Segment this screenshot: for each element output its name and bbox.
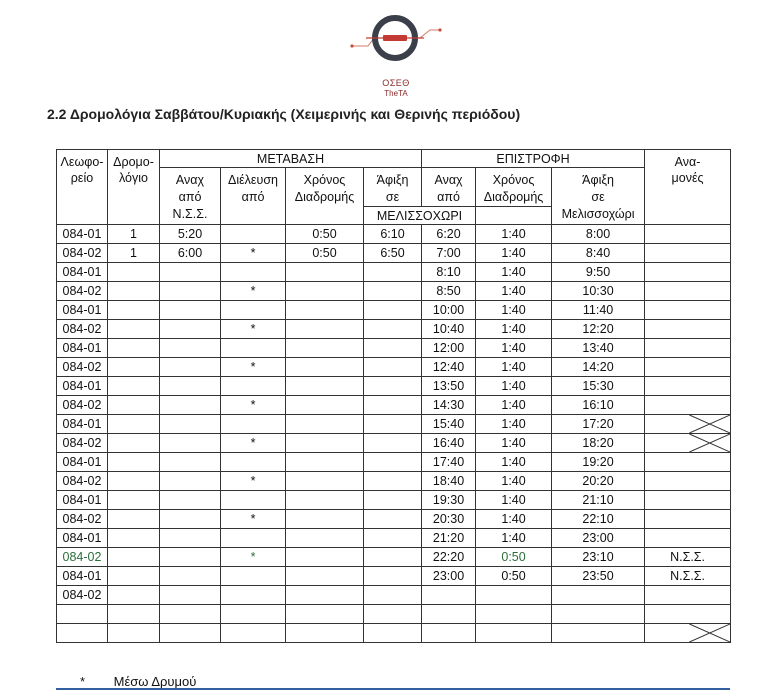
cell-arr (364, 586, 422, 605)
section-heading: 2.2 Δρομολόγια Σαββάτου/Κυριακής (Χειμερινής και Θερινής περιόδου) (47, 106, 521, 122)
cell-time1 (286, 415, 364, 434)
table-row (57, 548, 731, 567)
cell-route (108, 548, 160, 567)
cell-bus: 084-01 (57, 453, 108, 472)
logo-line-2: TheTA (384, 89, 408, 98)
cell-bus: 084-02 (57, 434, 108, 453)
cell-route (108, 396, 160, 415)
table-row (57, 225, 731, 244)
cell-arr2: 13:40 (552, 339, 645, 358)
logo-line-1: ΟΣΕΘ (382, 78, 410, 88)
cell-route (108, 472, 160, 491)
cell-arr (364, 491, 422, 510)
cell-arr (364, 377, 422, 396)
cell-wait (645, 453, 731, 472)
cell-dep (160, 605, 221, 624)
cell-arr2: 11:40 (552, 301, 645, 320)
cell-route: 1 (108, 244, 160, 263)
header-travel-out: Χρόνος Διαδρομής (286, 168, 364, 225)
cell-via (221, 529, 286, 548)
cell-route (108, 282, 160, 301)
header-via: Διέλευση από (221, 168, 286, 225)
footer-divider (56, 688, 730, 690)
cell-time1 (286, 605, 364, 624)
cell-arr2: 22:10 (552, 510, 645, 529)
cell-dep2: 21:20 (422, 529, 476, 548)
cell-dep2 (422, 586, 476, 605)
cell-dep2: 15:40 (422, 415, 476, 434)
cell-dep (160, 529, 221, 548)
cell-route (108, 320, 160, 339)
cell-route (108, 358, 160, 377)
cell-time1 (286, 510, 364, 529)
cell-dep2: 8:50 (422, 282, 476, 301)
cell-arr2 (552, 605, 645, 624)
cell-wait (645, 358, 731, 377)
table-row (57, 472, 731, 491)
cell-wait (645, 605, 731, 624)
cell-route (108, 415, 160, 434)
cell-dep2: 6:20 (422, 225, 476, 244)
cell-wait (645, 339, 731, 358)
cell-wait: Ν.Σ.Σ. (645, 567, 731, 586)
cell-time1 (286, 320, 364, 339)
cell-dep (160, 301, 221, 320)
cell-time2: 1:40 (476, 472, 552, 491)
cell-dep: 6:00 (160, 244, 221, 263)
cell-time2 (476, 586, 552, 605)
cell-route (108, 453, 160, 472)
cell-arr (364, 301, 422, 320)
cell-wait (645, 244, 731, 263)
cell-dep (160, 567, 221, 586)
cell-arr2: 12:20 (552, 320, 645, 339)
cell-arr2: 23:50 (552, 567, 645, 586)
header-dep-nss: Αναχ από Ν.Σ.Σ. (160, 168, 221, 225)
cell-route (108, 605, 160, 624)
cell-time2: 0:50 (476, 548, 552, 567)
oseth-logo-emblem (346, 8, 446, 78)
cell-arr (364, 415, 422, 434)
cell-dep (160, 320, 221, 339)
table-row (57, 453, 731, 472)
cell-bus: 084-02 (57, 510, 108, 529)
cell-arr (364, 358, 422, 377)
cell-wait (645, 320, 731, 339)
cell-wait (645, 510, 731, 529)
cell-arr (364, 320, 422, 339)
cell-dep2: 16:40 (422, 434, 476, 453)
cell-route (108, 263, 160, 282)
header-arr-in: Άφιξη σε (364, 168, 422, 207)
footnote-text: Μέσω Δρυμού (113, 674, 197, 689)
cell-via (221, 624, 286, 643)
cell-via: * (221, 320, 286, 339)
cell-arr2: 23:00 (552, 529, 645, 548)
cell-dep2: 18:40 (422, 472, 476, 491)
cell-dep (160, 548, 221, 567)
cell-bus: 084-01 (57, 491, 108, 510)
cell-bus: 084-01 (57, 263, 108, 282)
cell-via (221, 339, 286, 358)
cell-via: * (221, 244, 286, 263)
cell-arr2: 20:20 (552, 472, 645, 491)
cell-time1 (286, 453, 364, 472)
cell-dep2: 12:00 (422, 339, 476, 358)
cell-arr (364, 263, 422, 282)
cell-route (108, 491, 160, 510)
header-waits: Ανα- μονές (645, 150, 731, 225)
header-outbound-group: ΜΕΤΑΒΑΣΗ (160, 150, 422, 168)
cell-route (108, 377, 160, 396)
cell-bus: 084-02 (57, 320, 108, 339)
cell-arr2: 8:40 (552, 244, 645, 263)
cell-dep2: 8:10 (422, 263, 476, 282)
cell-bus (57, 605, 108, 624)
cell-via: * (221, 434, 286, 453)
cell-arr (364, 453, 422, 472)
cell-wait (645, 263, 731, 282)
cell-arr2: 19:20 (552, 453, 645, 472)
header-melissochori: ΜΕΛΙΣΣΟΧΩΡΙ (364, 207, 476, 225)
cell-time2: 1:40 (476, 320, 552, 339)
cell-bus: 084-02 (57, 548, 108, 567)
table-row (57, 282, 731, 301)
cell-wait (645, 415, 731, 434)
cell-arr (364, 472, 422, 491)
table-row (57, 491, 731, 510)
cell-arr2 (552, 624, 645, 643)
cell-time2: 1:40 (476, 358, 552, 377)
cell-bus: 084-01 (57, 339, 108, 358)
cell-dep2: 20:30 (422, 510, 476, 529)
cell-time2: 1:40 (476, 491, 552, 510)
cell-arr (364, 548, 422, 567)
cell-wait (645, 282, 731, 301)
cell-time1 (286, 282, 364, 301)
cell-dep2: 7:00 (422, 244, 476, 263)
cell-dep2: 13:50 (422, 377, 476, 396)
cell-via: * (221, 472, 286, 491)
cell-time1 (286, 624, 364, 643)
cell-time1 (286, 263, 364, 282)
cell-time2: 1:40 (476, 510, 552, 529)
cell-time1: 0:50 (286, 244, 364, 263)
table-row (57, 396, 731, 415)
cell-dep (160, 358, 221, 377)
cell-time1 (286, 396, 364, 415)
cell-dep2: 12:40 (422, 358, 476, 377)
cell-time2 (476, 624, 552, 643)
cell-wait (645, 624, 731, 643)
table-row (57, 510, 731, 529)
cell-bus: 084-01 (57, 567, 108, 586)
schedule-body (57, 150, 731, 643)
table-row (57, 320, 731, 339)
cell-arr (364, 434, 422, 453)
cell-via: * (221, 548, 286, 567)
cell-dep (160, 339, 221, 358)
cell-arr: 6:10 (364, 225, 422, 244)
cell-dep (160, 510, 221, 529)
cell-wait (645, 491, 731, 510)
cell-dep: 5:20 (160, 225, 221, 244)
cell-dep2: 19:30 (422, 491, 476, 510)
cell-bus: 084-01 (57, 377, 108, 396)
table-row (57, 244, 731, 263)
table-row (57, 434, 731, 453)
cell-bus: 084-02 (57, 244, 108, 263)
cell-bus: 084-01 (57, 225, 108, 244)
cell-arr: 6:50 (364, 244, 422, 263)
table-row (57, 415, 731, 434)
cell-wait (645, 396, 731, 415)
cell-arr (364, 567, 422, 586)
cell-time2: 1:40 (476, 225, 552, 244)
header-dep-from: Αναχ από (422, 168, 476, 207)
cell-dep2: 10:40 (422, 320, 476, 339)
cell-bus: 084-02 (57, 396, 108, 415)
crossed-cell-icon (645, 434, 730, 452)
cell-time1 (286, 472, 364, 491)
cell-arr2: 10:30 (552, 282, 645, 301)
cell-arr (364, 624, 422, 643)
cell-time1 (286, 529, 364, 548)
cell-arr (364, 396, 422, 415)
cell-time2: 1:40 (476, 301, 552, 320)
cell-dep2: 17:40 (422, 453, 476, 472)
cell-time2 (476, 605, 552, 624)
cell-time2: 1:40 (476, 434, 552, 453)
footnote-symbol: * (80, 674, 86, 689)
cell-time1 (286, 358, 364, 377)
cell-arr2: 15:30 (552, 377, 645, 396)
cell-wait (645, 225, 731, 244)
cell-dep2: 23:00 (422, 567, 476, 586)
table-row (57, 358, 731, 377)
cell-via: * (221, 396, 286, 415)
cell-dep (160, 434, 221, 453)
table-row (57, 624, 731, 643)
cell-arr (364, 605, 422, 624)
table-row (57, 529, 731, 548)
table-row (57, 339, 731, 358)
cell-time1 (286, 586, 364, 605)
cell-route (108, 339, 160, 358)
header-arr-melis: Άφιξη σε Μελισσοχώρι (552, 168, 645, 225)
cell-via (221, 301, 286, 320)
cell-time2: 1:40 (476, 339, 552, 358)
cell-wait (645, 529, 731, 548)
footnote (80, 674, 196, 689)
cell-dep (160, 586, 221, 605)
cell-wait (645, 586, 731, 605)
cell-dep (160, 624, 221, 643)
cell-via: * (221, 358, 286, 377)
cell-dep (160, 377, 221, 396)
cell-wait: Ν.Σ.Σ. (645, 548, 731, 567)
cell-time2: 1:40 (476, 453, 552, 472)
cell-time2: 1:40 (476, 244, 552, 263)
cell-arr2: 14:20 (552, 358, 645, 377)
cell-dep (160, 472, 221, 491)
header-travel-ret: Χρόνος Διαδρομής (476, 168, 552, 207)
cell-via (221, 567, 286, 586)
table-row (57, 263, 731, 282)
cell-route (108, 434, 160, 453)
cell-bus: 084-02 (57, 282, 108, 301)
cell-route (108, 567, 160, 586)
cell-dep (160, 263, 221, 282)
cell-dep (160, 282, 221, 301)
header-bus: Λεωφο- ρείο (57, 150, 108, 225)
cell-arr (364, 339, 422, 358)
cell-time2: 1:40 (476, 415, 552, 434)
cell-via: * (221, 282, 286, 301)
cell-wait (645, 377, 731, 396)
cell-dep2: 22:20 (422, 548, 476, 567)
cell-route (108, 586, 160, 605)
cell-via (221, 415, 286, 434)
cell-arr2: 8:00 (552, 225, 645, 244)
cell-via (221, 225, 286, 244)
cell-time1 (286, 567, 364, 586)
cell-via (221, 491, 286, 510)
header-return-group: ΕΠΙΣΤΡΟΦΗ (422, 150, 645, 168)
cell-arr2 (552, 586, 645, 605)
cell-time1 (286, 377, 364, 396)
table-row (57, 301, 731, 320)
cell-time1 (286, 301, 364, 320)
cell-wait (645, 301, 731, 320)
cell-via (221, 377, 286, 396)
cell-time1 (286, 548, 364, 567)
cell-route (108, 510, 160, 529)
cell-route: 1 (108, 225, 160, 244)
cell-via (221, 263, 286, 282)
cell-wait (645, 434, 731, 453)
cell-dep2 (422, 605, 476, 624)
cell-arr (364, 510, 422, 529)
crossed-cell-icon (645, 415, 730, 433)
table-row (57, 605, 731, 624)
cell-time1: 0:50 (286, 225, 364, 244)
table-row (57, 377, 731, 396)
cell-dep (160, 415, 221, 434)
cell-dep2: 14:30 (422, 396, 476, 415)
cell-arr (364, 529, 422, 548)
logo (346, 8, 446, 104)
cell-arr2: 23:10 (552, 548, 645, 567)
cell-via: * (221, 510, 286, 529)
cell-dep (160, 396, 221, 415)
cell-time2: 1:40 (476, 263, 552, 282)
cell-arr2: 17:20 (552, 415, 645, 434)
cell-wait (645, 472, 731, 491)
cell-bus (57, 624, 108, 643)
cell-time1 (286, 339, 364, 358)
cell-bus: 084-01 (57, 415, 108, 434)
cell-time1 (286, 491, 364, 510)
cell-dep (160, 453, 221, 472)
cell-dep2: 10:00 (422, 301, 476, 320)
cell-via (221, 586, 286, 605)
cell-dep2 (422, 624, 476, 643)
cell-bus: 084-01 (57, 301, 108, 320)
cell-via (221, 605, 286, 624)
cell-bus: 084-02 (57, 472, 108, 491)
crossed-cell-icon (645, 624, 730, 642)
cell-route (108, 301, 160, 320)
cell-time2: 1:40 (476, 396, 552, 415)
cell-bus: 084-02 (57, 586, 108, 605)
table-row (57, 586, 731, 605)
cell-arr2: 9:50 (552, 263, 645, 282)
header-route: Δρομο- λόγιο (108, 150, 160, 225)
header-empty-cell (476, 207, 552, 225)
cell-via (221, 453, 286, 472)
cell-arr2: 21:10 (552, 491, 645, 510)
cell-bus: 084-01 (57, 529, 108, 548)
cell-bus: 084-02 (57, 358, 108, 377)
table-row (57, 567, 731, 586)
cell-time2: 1:40 (476, 377, 552, 396)
cell-route (108, 624, 160, 643)
cell-arr2: 18:20 (552, 434, 645, 453)
schedule-table (56, 149, 731, 643)
cell-arr2: 16:10 (552, 396, 645, 415)
cell-time2: 1:40 (476, 529, 552, 548)
cell-time2: 0:50 (476, 567, 552, 586)
cell-time2: 1:40 (476, 282, 552, 301)
cell-route (108, 529, 160, 548)
cell-dep (160, 491, 221, 510)
cell-time1 (286, 434, 364, 453)
cell-arr (364, 282, 422, 301)
